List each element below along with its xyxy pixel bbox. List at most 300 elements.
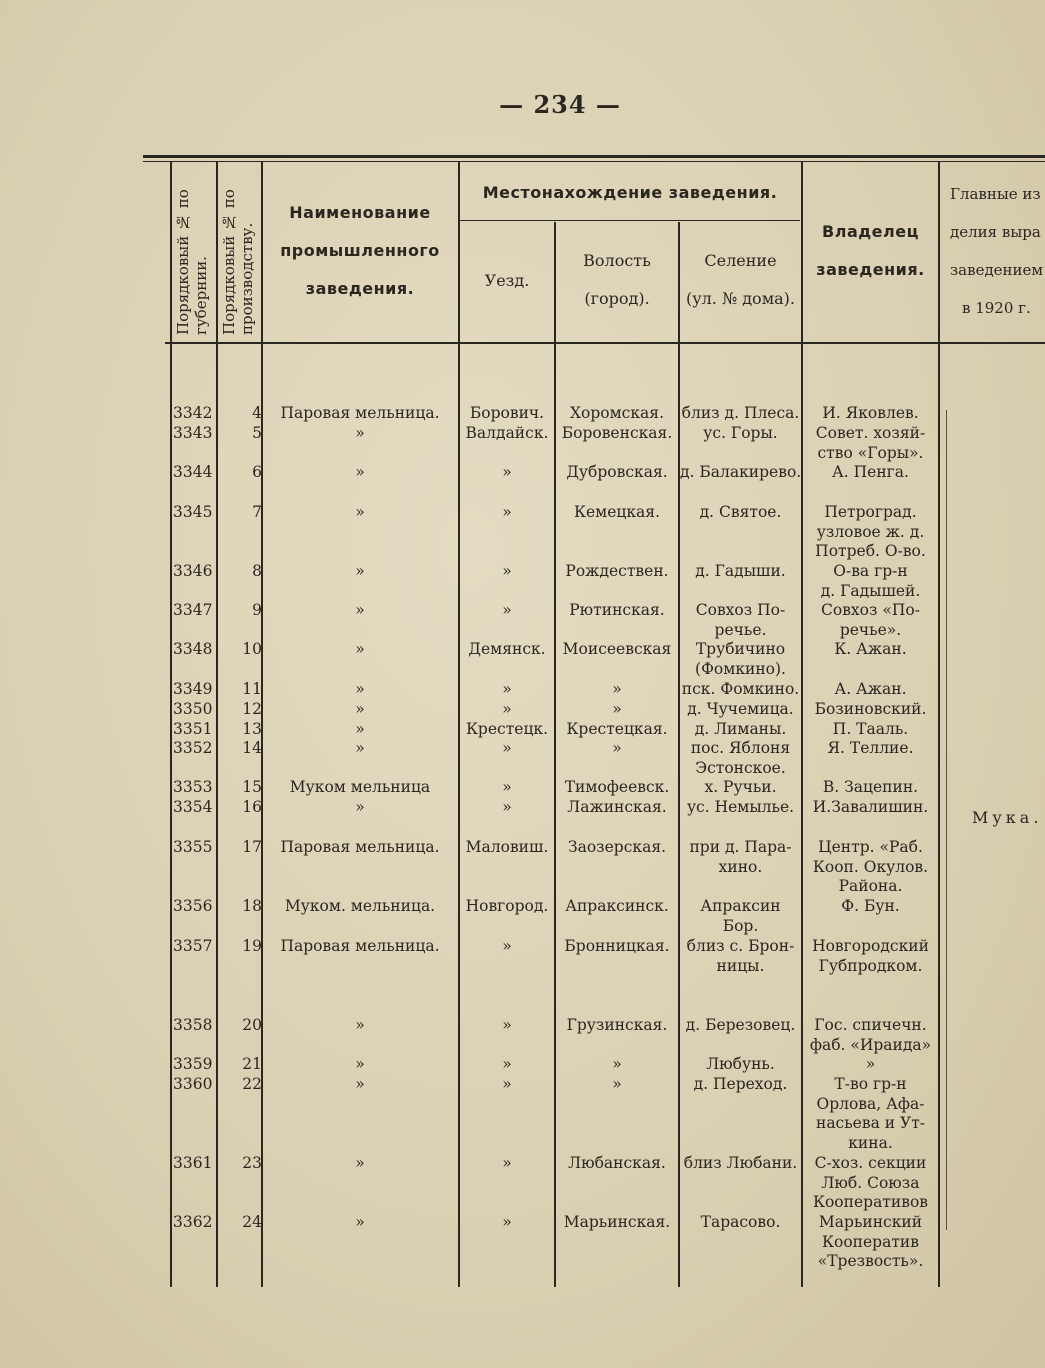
cell-volost-line: Заозерская.: [567, 838, 667, 856]
cell-uezd: [460, 937, 554, 957]
header-bottom-rule: [165, 342, 1045, 344]
cell-volost-line: Крестецкая.: [566, 720, 668, 738]
cell-name: [262, 503, 458, 523]
cell-name-line: »: [355, 700, 365, 718]
cell-order-prod-line: 14: [242, 739, 262, 757]
cell-order-gub-line: 3359: [173, 1055, 213, 1073]
cell-owner: [803, 700, 938, 720]
cell-owner-line: Петроград.: [824, 503, 917, 521]
cell-volost: [556, 503, 678, 523]
cell-selenie: [680, 503, 801, 523]
cell-uezd-line: »: [502, 503, 512, 521]
col-line-0: [170, 162, 172, 1287]
cell-volost: [556, 937, 678, 957]
cell-order-prod-line: 7: [252, 503, 262, 521]
cell-name-line: »: [355, 680, 365, 698]
header-col-name-2: промышленного: [280, 241, 440, 260]
cell-owner-line: Новгородский: [812, 937, 929, 955]
cell-selenie: [680, 1075, 801, 1095]
cell-owner-line: Люб. Союза: [821, 1173, 920, 1192]
cell-order-gub: [173, 1016, 217, 1036]
cell-selenie-line: хино.: [718, 857, 763, 876]
cell-owner-line: фаб. «Ираида»: [809, 1035, 932, 1054]
top-rule: [143, 155, 1045, 158]
cell-owner-line: Центр. «Раб.: [818, 838, 923, 856]
cell-uezd-line: Борович.: [469, 404, 545, 422]
cell-volost: [556, 1213, 678, 1233]
cell-order-gub-line: 3348: [173, 640, 213, 658]
cell-volost-line: Марьинская.: [563, 1213, 671, 1231]
cell-volost-line: Грузинская.: [566, 1016, 668, 1034]
cell-uezd-line: »: [502, 1016, 512, 1034]
product-brace: [946, 410, 955, 1230]
cell-selenie: [680, 562, 801, 582]
cell-order-gub: [173, 720, 217, 740]
cell-name-line: »: [355, 720, 365, 738]
header-col-uezd: Уезд.: [484, 271, 530, 290]
cell-uezd-line: »: [502, 778, 512, 796]
cell-uezd-line: Новгород.: [465, 897, 549, 915]
cell-name: [262, 937, 458, 957]
cell-uezd: [460, 424, 554, 444]
cell-uezd-line: »: [502, 739, 512, 757]
cell-owner-line: И. Яковлев.: [822, 404, 919, 422]
cell-owner: [803, 778, 938, 798]
header-col-selenie-1: Селение: [704, 251, 777, 270]
header-col-name: [262, 194, 458, 308]
cell-order-gub: [173, 798, 217, 818]
cell-selenie-line: д. Балакирево.: [680, 463, 802, 481]
cell-uezd-line: »: [502, 601, 512, 619]
header-col-products-4: в 1920 г.: [962, 299, 1031, 317]
cell-owner-line: Потреб. О-во.: [815, 542, 926, 560]
cell-owner-line: речье».: [839, 620, 902, 639]
cell-selenie-line: д. Лиманы.: [694, 720, 787, 738]
cell-order-gub: [173, 601, 217, 621]
cell-volost: [556, 700, 678, 720]
cell-order-prod-line: 21: [242, 1055, 262, 1073]
cell-selenie-line: д. Переход.: [693, 1075, 788, 1093]
cell-order-gub-line: 3361: [173, 1154, 213, 1172]
cell-order-prod: [218, 562, 262, 582]
cell-selenie-line: пск. Фомкино.: [681, 680, 800, 698]
cell-order-prod: [218, 1055, 262, 1075]
cell-order-gub-line: 3360: [173, 1075, 213, 1093]
cell-selenie: [680, 778, 801, 798]
cell-order-gub-line: 3353: [173, 778, 213, 796]
cell-selenie-line: д. Святое.: [699, 503, 782, 521]
cell-order-gub-line: 3350: [173, 700, 213, 718]
cell-selenie: [680, 700, 801, 720]
cell-name: [262, 798, 458, 818]
header-col-name-1: Наименование: [289, 203, 431, 222]
cell-name-line: »: [355, 798, 365, 816]
cell-name-line: »: [355, 424, 365, 442]
cell-order-gub: [173, 463, 217, 483]
cell-order-prod-line: 4: [252, 404, 262, 422]
cell-owner-line: «Трезвость».: [817, 1252, 924, 1270]
cell-order-gub: [173, 1055, 217, 1075]
cell-uezd-line: »: [502, 562, 512, 580]
cell-uezd-line: »: [502, 1055, 512, 1073]
cell-selenie-line: при д. Пара-: [689, 838, 792, 856]
cell-name: [262, 1055, 458, 1075]
cell-volost-line: »: [612, 739, 622, 757]
cell-name: [262, 1075, 458, 1095]
cell-order-gub-line: 3362: [173, 1213, 213, 1231]
cell-selenie-line: х. Ручьи.: [704, 778, 777, 796]
cell-order-gub: [173, 739, 217, 759]
cell-selenie: [680, 838, 801, 877]
cell-name: [262, 640, 458, 660]
cell-order-prod: [218, 680, 262, 700]
cell-owner-line: Кооперативов: [812, 1193, 929, 1211]
cell-order-prod: [218, 503, 262, 523]
header-col-order-gub: Порядковый № по губернии.: [174, 189, 210, 335]
cell-volost-line: Рютинская.: [569, 601, 665, 619]
cell-selenie-line: ус. Немылье.: [686, 798, 795, 816]
cell-owner: [803, 404, 938, 424]
cell-order-gub: [173, 404, 217, 424]
cell-volost: [556, 798, 678, 818]
cell-owner: [803, 798, 938, 818]
cell-selenie-line: д. Гадыши.: [695, 562, 786, 580]
cell-name: [262, 720, 458, 740]
cell-order-gub: [173, 700, 217, 720]
cell-selenie-line: близ с. Брон-: [686, 937, 795, 955]
cell-owner: [803, 562, 938, 601]
cell-name-line: »: [355, 640, 365, 658]
cell-owner-line: Марьинский: [818, 1213, 923, 1231]
cell-name: [262, 463, 458, 483]
cell-volost-line: »: [612, 700, 622, 718]
cell-order-prod: [218, 1016, 262, 1036]
product-label: Мука.: [972, 808, 1043, 827]
cell-order-prod-line: 17: [242, 838, 262, 856]
cell-volost: [556, 838, 678, 858]
cell-owner: [803, 680, 938, 700]
cell-owner-line: Кооператив: [822, 1232, 919, 1251]
cell-selenie: [680, 404, 801, 424]
cell-volost-line: Кемецкая.: [574, 503, 660, 521]
page-number: — 234 —: [499, 90, 621, 119]
cell-order-prod-line: 23: [242, 1154, 262, 1172]
cell-volost-line: Апраксинск.: [565, 897, 669, 915]
cell-selenie-line: д. Березовец.: [685, 1016, 796, 1034]
cell-uezd-line: »: [502, 700, 512, 718]
cell-name-line: »: [355, 739, 365, 757]
cell-owner-line: кина.: [848, 1133, 893, 1152]
cell-selenie: [680, 798, 801, 818]
cell-order-gub: [173, 778, 217, 798]
cell-uezd-line: »: [502, 798, 512, 816]
cell-volost-line: Лажинская.: [567, 798, 667, 816]
cell-selenie-line: Эстонское.: [695, 758, 786, 777]
cell-name: [262, 700, 458, 720]
cell-name: [262, 778, 458, 798]
cell-order-prod: [218, 640, 262, 660]
cell-selenie: [680, 1154, 801, 1174]
cell-order-prod: [218, 720, 262, 740]
cell-order-prod: [218, 1075, 262, 1095]
cell-volost-line: Хоромская.: [570, 404, 664, 422]
cell-owner-line: Совет. хозяй-: [815, 424, 926, 442]
cell-order-gub: [173, 897, 217, 917]
cell-uezd: [460, 1154, 554, 1174]
cell-owner-line: Совхоз «По-: [821, 601, 920, 619]
header-col-products-1: Главные из: [950, 185, 1041, 203]
cell-owner: [803, 463, 938, 483]
cell-volost: [556, 1154, 678, 1174]
cell-volost-line: Тимофеевск.: [564, 778, 670, 796]
cell-order-prod-line: 16: [242, 798, 262, 816]
cell-order-prod: [218, 463, 262, 483]
cell-owner-line: Т-во гр-н: [834, 1075, 907, 1093]
cell-uezd-line: »: [502, 1075, 512, 1093]
cell-name: [262, 1016, 458, 1036]
cell-order-prod: [218, 404, 262, 424]
cell-selenie: [680, 601, 801, 640]
cell-name-line: »: [355, 1213, 365, 1231]
cell-uezd: [460, 798, 554, 818]
cell-owner-line: Я. Теллие.: [827, 739, 914, 757]
cell-order-prod: [218, 778, 262, 798]
cell-uezd-line: Крестецк.: [465, 720, 549, 738]
header-col-selenie: [680, 242, 801, 318]
cell-uezd-line: Маловиш.: [465, 838, 549, 856]
cell-order-gub-line: 3357: [173, 937, 213, 955]
cell-selenie-line: ус. Горы.: [703, 424, 778, 442]
cell-order-prod: [218, 601, 262, 621]
cell-owner: [803, 601, 938, 640]
cell-order-prod: [218, 937, 262, 957]
cell-volost: [556, 680, 678, 700]
cell-uezd-line: »: [502, 680, 512, 698]
cell-order-prod-line: 13: [242, 720, 262, 738]
cell-uezd-line: »: [502, 463, 512, 481]
cell-owner: [803, 1016, 938, 1075]
cell-selenie: [680, 937, 801, 976]
cell-volost-line: Боровенская.: [561, 424, 673, 442]
cell-selenie-line: близ Любани.: [683, 1154, 798, 1172]
cell-volost: [556, 1075, 678, 1095]
cell-order-prod: [218, 897, 262, 917]
cell-uezd: [460, 503, 554, 523]
cell-volost: [556, 778, 678, 798]
cell-owner: [803, 838, 938, 897]
cell-uezd: [460, 720, 554, 740]
cell-order-gub-line: 3347: [173, 601, 213, 619]
cell-order-prod-line: 11: [242, 680, 262, 698]
cell-owner-line: »: [865, 1055, 876, 1073]
cell-order-gub-line: 3358: [173, 1016, 213, 1034]
cell-order-prod-line: 20: [242, 1016, 262, 1034]
cell-selenie-line: Бор.: [722, 916, 759, 935]
cell-uezd: [460, 1055, 554, 1075]
cell-order-prod-line: 18: [242, 897, 262, 915]
cell-name-line: »: [355, 562, 365, 580]
cell-selenie-line: ницы.: [716, 956, 765, 975]
cell-uezd: [460, 463, 554, 483]
cell-uezd: [460, 778, 554, 798]
cell-owner-line: Гос. спичечн.: [814, 1016, 927, 1034]
cell-order-prod-line: 5: [252, 424, 262, 442]
cell-selenie-line: пос. Яблоня: [690, 739, 791, 757]
cell-volost-line: »: [612, 1055, 622, 1073]
cell-order-gub: [173, 1213, 217, 1233]
cell-owner-line: В. Зацепин.: [822, 778, 919, 796]
cell-volost-line: »: [612, 1075, 622, 1093]
cell-owner-line: Орлова, Афа-: [816, 1094, 925, 1113]
cell-order-gub: [173, 562, 217, 582]
cell-owner-line: насьева и Ут-: [815, 1114, 926, 1132]
cell-owner: [803, 640, 938, 660]
cell-name-line: »: [355, 1075, 365, 1093]
cell-name: [262, 680, 458, 700]
cell-volost-line: Моисеевская: [562, 640, 672, 658]
cell-selenie: [680, 463, 801, 483]
cell-order-gub-line: 3351: [173, 720, 213, 738]
cell-order-gub: [173, 1154, 217, 1174]
cell-name-line: Муком мельница: [289, 778, 431, 796]
cell-selenie-line: д. Чучемица.: [687, 700, 794, 718]
cell-volost: [556, 640, 678, 660]
cell-volost: [556, 1016, 678, 1036]
cell-selenie: [680, 1016, 801, 1036]
cell-uezd: [460, 680, 554, 700]
cell-selenie: [680, 897, 801, 936]
cell-owner: [803, 937, 938, 976]
cell-volost-line: Любанская.: [568, 1154, 666, 1172]
cell-selenie: [680, 739, 801, 778]
cell-owner: [803, 739, 938, 759]
cell-name: [262, 601, 458, 621]
cell-name-line: Паровая мельница.: [280, 838, 440, 856]
cell-order-gub-line: 3342: [173, 404, 213, 422]
cell-order-prod-line: 6: [252, 463, 262, 481]
header-col-name-3: заведения.: [305, 279, 415, 298]
cell-selenie-line: Совхоз По-: [695, 601, 786, 619]
cell-order-prod-line: 10: [242, 640, 262, 658]
cell-order-prod: [218, 1154, 262, 1174]
cell-order-prod-line: 24: [242, 1213, 262, 1231]
cell-name-line: »: [355, 1016, 365, 1034]
cell-uezd: [460, 1213, 554, 1233]
cell-order-prod-line: 19: [242, 937, 262, 955]
cell-volost: [556, 601, 678, 621]
cell-owner: [803, 1213, 938, 1272]
header-col-volost-2: (город).: [584, 289, 650, 308]
cell-owner-line: Района.: [838, 877, 903, 895]
cell-order-prod-line: 15: [242, 778, 262, 796]
cell-order-prod-line: 9: [252, 601, 262, 619]
cell-owner: [803, 1154, 938, 1213]
cell-uezd: [460, 739, 554, 759]
cell-order-gub: [173, 503, 217, 523]
cell-order-prod: [218, 838, 262, 858]
cell-owner-line: С-хоз. секции: [814, 1154, 927, 1172]
cell-order-gub: [173, 640, 217, 660]
header-col-owner-1: Владелец: [822, 222, 919, 241]
cell-owner-line: Ф. Бун.: [841, 897, 900, 915]
cell-volost: [556, 562, 678, 582]
cell-name-line: Паровая мельница.: [280, 404, 440, 422]
cell-order-prod: [218, 1213, 262, 1233]
cell-order-gub-line: 3345: [173, 503, 213, 521]
cell-owner: [803, 503, 938, 562]
cell-name: [262, 838, 458, 858]
cell-volost-line: Рождествен.: [565, 562, 669, 580]
cell-uezd: [460, 601, 554, 621]
cell-volost-line: Дубровская.: [566, 463, 668, 481]
cell-order-gub-line: 3354: [173, 798, 213, 816]
cell-owner-line: Губпродком.: [818, 956, 923, 975]
cell-volost: [556, 404, 678, 424]
cell-order-gub-line: 3356: [173, 897, 213, 915]
cell-selenie-line: Тарасово.: [700, 1213, 781, 1231]
header-col-owner-2: заведения.: [816, 260, 925, 279]
cell-volost-line: »: [612, 680, 622, 698]
cell-order-gub: [173, 424, 217, 444]
cell-volost: [556, 463, 678, 483]
cell-order-gub-line: 3349: [173, 680, 213, 698]
cell-uezd-line: »: [502, 1154, 512, 1172]
header-col-products-3: заведением: [950, 261, 1044, 279]
cell-selenie-line: Апраксин: [700, 897, 781, 915]
cell-order-prod-line: 12: [242, 700, 262, 718]
cell-uezd: [460, 640, 554, 660]
header-col-order-prod: Порядковый № по производству.: [220, 189, 256, 335]
cell-owner-line: А. Пенга.: [832, 463, 909, 481]
cell-owner-line: А. Ажан.: [834, 680, 907, 698]
cell-name-line: »: [355, 1055, 365, 1073]
cell-owner: [803, 1075, 938, 1153]
cell-owner-line: узловое ж. д.: [816, 522, 925, 541]
cell-selenie-line: близ д. Плеса.: [681, 404, 800, 422]
header-location-group: Местонахождение заведения.: [482, 183, 778, 202]
cell-owner-line: Кооп. Окулов.: [812, 857, 929, 876]
cell-uezd-line: Демянск.: [468, 640, 546, 658]
cell-name: [262, 897, 458, 917]
header-col-volost: [556, 242, 678, 318]
cell-selenie: [680, 1055, 801, 1075]
cell-order-prod-line: 8: [252, 562, 262, 580]
cell-order-gub-line: 3346: [173, 562, 213, 580]
cell-uezd-line: Валдайск.: [465, 424, 549, 442]
header-col-products-2: делия выра: [950, 223, 1041, 241]
cell-name: [262, 404, 458, 424]
cell-uezd: [460, 1016, 554, 1036]
cell-uezd: [460, 1075, 554, 1095]
col-line-7: [938, 162, 940, 1287]
cell-selenie: [680, 640, 801, 679]
cell-order-gub: [173, 838, 217, 858]
cell-name-line: Муком. мельница.: [284, 897, 436, 915]
cell-owner: [803, 424, 938, 463]
cell-selenie-line: речье.: [714, 620, 767, 639]
cell-order-gub-line: 3355: [173, 838, 213, 856]
cell-selenie: [680, 424, 801, 444]
cell-volost: [556, 1055, 678, 1075]
cell-name-line: »: [355, 1154, 365, 1172]
cell-uezd-line: »: [502, 1213, 512, 1231]
cell-uezd: [460, 897, 554, 917]
cell-volost: [556, 897, 678, 917]
cell-selenie: [680, 720, 801, 740]
cell-order-gub-line: 3352: [173, 739, 213, 757]
cell-order-gub-line: 3344: [173, 463, 213, 481]
cell-uezd-line: »: [502, 937, 512, 955]
